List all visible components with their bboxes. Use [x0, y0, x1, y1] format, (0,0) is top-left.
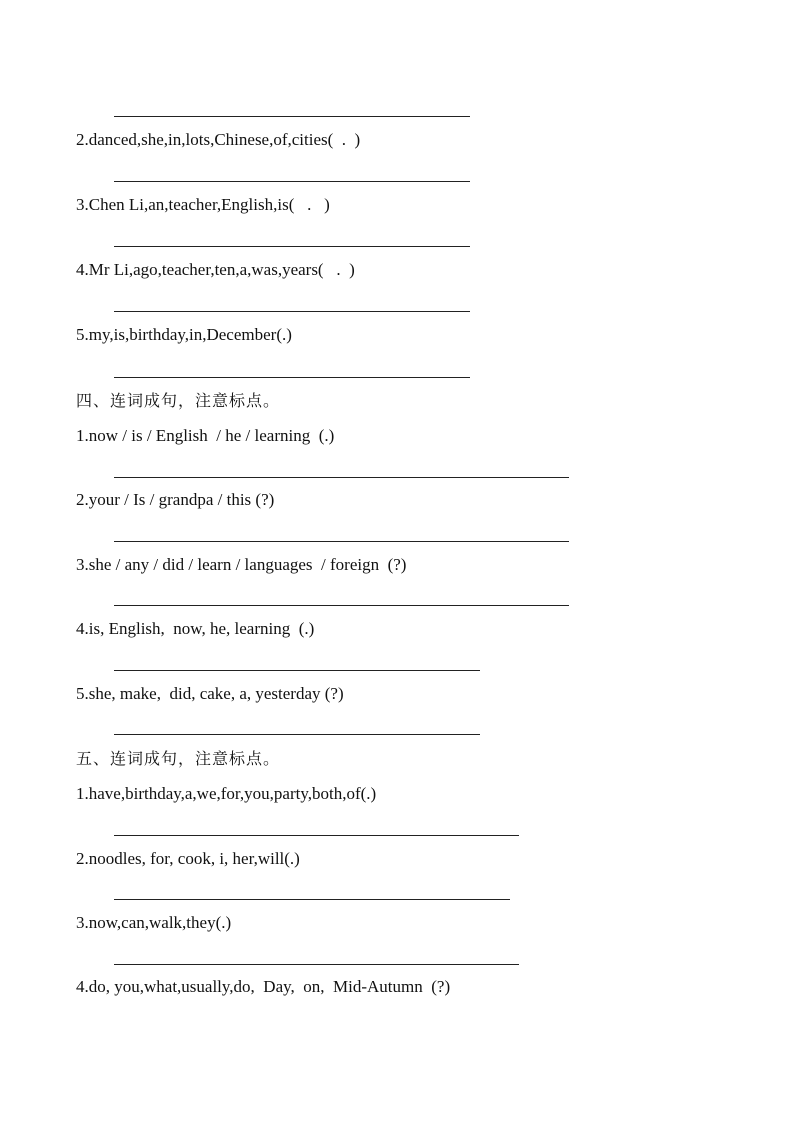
exercise-item: 4.do, you,what,usually,do, Day, on, Mid-Autumn (?)	[76, 977, 451, 996]
exercise-item: 2.noodles, for, cook, i, her,will(.)	[76, 849, 300, 868]
exercise-item: 2.danced,she,in,lots,Chinese,of,cities( . )	[76, 130, 361, 149]
section-heading: 四、连词成句，注意标点。	[76, 391, 281, 410]
answer-line[interactable]	[114, 377, 470, 378]
exercise-item: 5.my,is,birthday,in,December(.)	[76, 325, 292, 344]
answer-line[interactable]	[114, 605, 569, 606]
answer-line[interactable]	[114, 116, 470, 117]
answer-line[interactable]	[114, 311, 470, 312]
answer-line[interactable]	[114, 246, 470, 247]
exercise-item: 1.have,birthday,a,we,for,you,party,both,of(.)	[76, 784, 377, 803]
answer-line[interactable]	[114, 477, 569, 478]
exercise-item: 4.Mr Li,ago,teacher,ten,a,was,years( . )	[76, 260, 355, 279]
exercise-item: 4.is, English, now, he, learning (.)	[76, 619, 315, 638]
answer-line[interactable]	[114, 734, 480, 735]
exercise-item: 1.now / is / English / he / learning (.)	[76, 426, 335, 445]
answer-line[interactable]	[114, 835, 519, 836]
answer-line[interactable]	[114, 541, 569, 542]
exercise-item: 3.she / any / did / learn / languages / foreign (?)	[76, 555, 407, 574]
exercise-item: 3.now,can,walk,they(.)	[76, 913, 232, 932]
answer-line[interactable]	[114, 670, 480, 671]
exercise-item: 2.your / Is / grandpa / this (?)	[76, 490, 275, 509]
answer-line[interactable]	[114, 181, 470, 182]
answer-line[interactable]	[114, 964, 519, 965]
section-heading: 五、连词成句，注意标点。	[76, 749, 281, 768]
exercise-item: 5.she, make, did, cake, a, yesterday (?)	[76, 684, 344, 703]
answer-line[interactable]	[114, 899, 510, 900]
exercise-item: 3.Chen Li,an,teacher,English,is( . )	[76, 195, 330, 214]
